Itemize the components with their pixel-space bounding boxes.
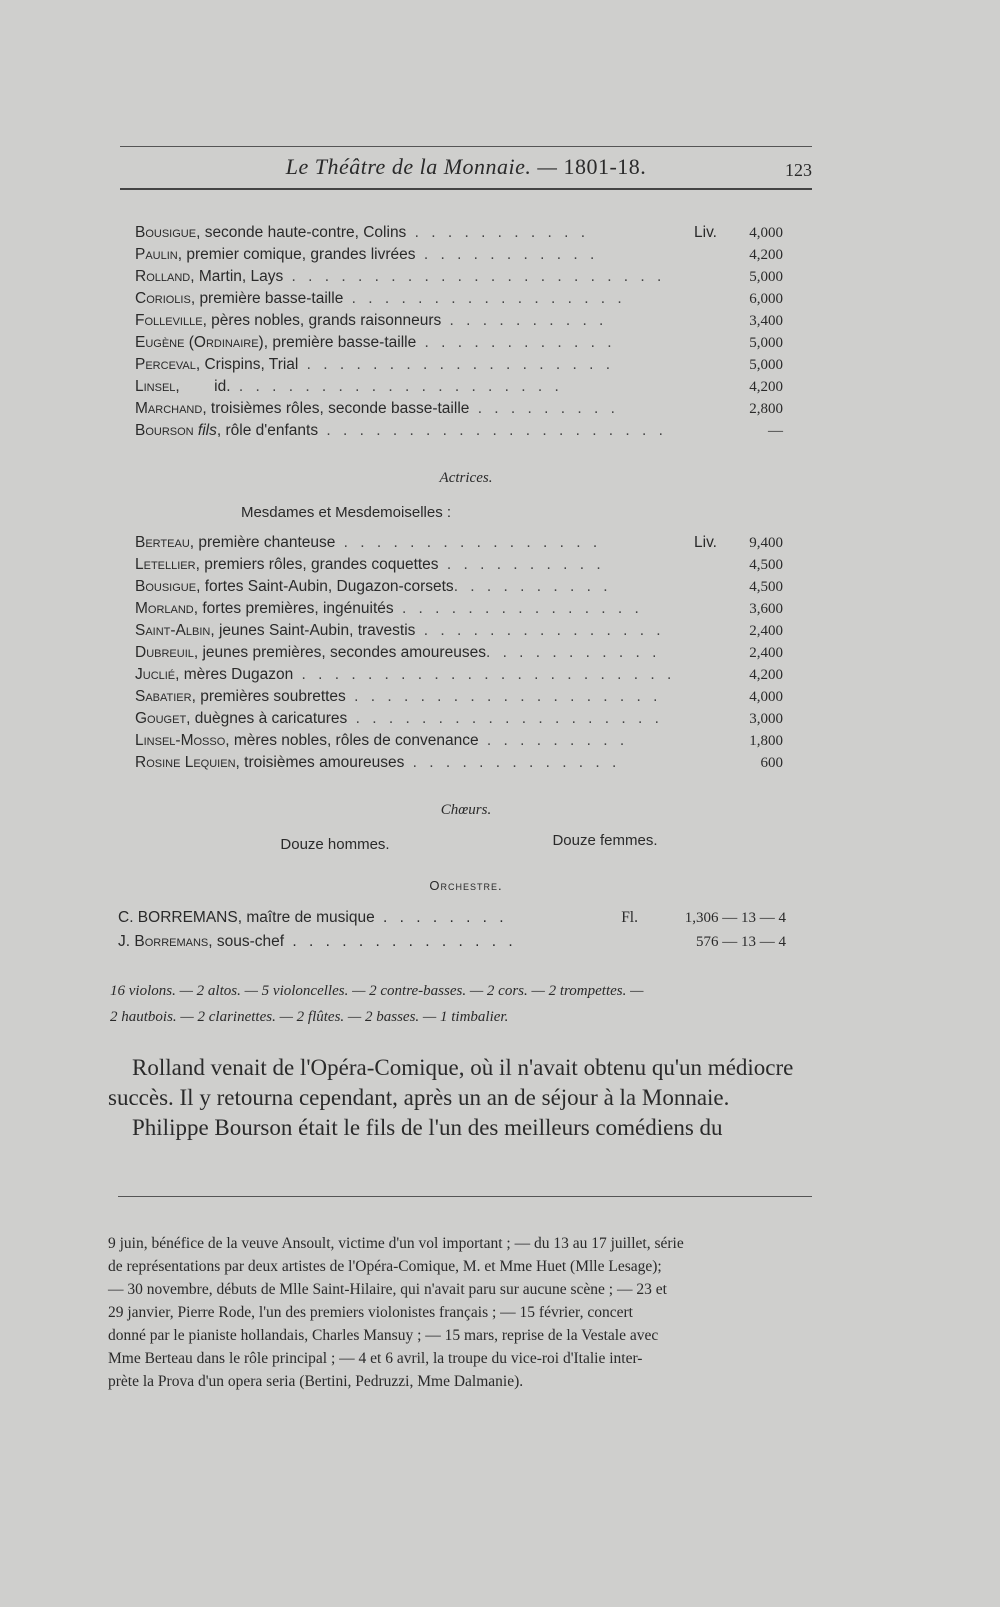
actor-name: Coriolis	[135, 290, 191, 307]
list-item	[135, 398, 805, 420]
footnote-rule	[118, 1196, 812, 1197]
list-item	[135, 554, 805, 576]
currency-unit: Liv.	[694, 534, 717, 551]
musician-role: , maître de musique	[237, 909, 375, 926]
musician-name: C. BORREMANS	[118, 909, 238, 926]
list-item	[135, 576, 805, 598]
actor-name: Bourson	[135, 422, 194, 439]
salary-amount: 4,200	[749, 667, 783, 683]
actress-name: Saint-Albin	[135, 622, 211, 639]
salary-amount: 4,500	[749, 579, 783, 595]
leader-dots: . . . . . . . . . . .	[415, 246, 599, 263]
list-item	[118, 930, 808, 954]
actress-name: Berteau	[135, 534, 190, 551]
musician-role: , sous-chef	[208, 933, 285, 950]
salary-amount: 1,800	[749, 733, 783, 749]
footnote-line: Mme Berteau dans le rôle principal ; — 4 et 6 avril, la troupe du vice-roi d'Italie inter-	[108, 1350, 643, 1367]
leader-dots: . . . . . . . . . . . . . . . . . . . . . . .	[283, 268, 666, 285]
salary-amount: 4,200	[749, 247, 783, 263]
list-item	[135, 266, 805, 288]
currency-unit: Fl.	[621, 909, 638, 926]
instruments-line: 16 violons. — 2 altos. — 5 violoncelles. — 2 contre-basses. — 2 cors. — 2 trompettes. —	[110, 983, 644, 999]
orchestre-list	[118, 906, 808, 954]
list-item	[135, 686, 805, 708]
actress-role: , fortes Saint-Aubin, Dugazon-corsets	[196, 578, 454, 595]
leader-dots: . . . . . . . . . .	[453, 578, 612, 595]
actress-name: Dubreuil	[135, 644, 194, 661]
leader-dots: . . . . . . . . . . . . . . . . . . . .	[230, 378, 563, 395]
list-item	[135, 310, 805, 332]
actress-role: , jeunes premières, secondes amoureuses	[193, 644, 486, 661]
salary-amount: 5,000	[749, 269, 783, 285]
actor-name: Bousigue	[135, 224, 197, 241]
actrices-intro: Mesdames et Mesdemoiselles :	[240, 504, 452, 521]
salary-amount: 3,000	[749, 711, 783, 727]
leader-dots: . . . . . . . . . . .	[406, 224, 590, 241]
choeurs-women: Douze femmes.	[552, 832, 658, 849]
actress-name: Linsel-Mosso	[135, 732, 226, 749]
actress-name: Rosine Lequien	[135, 754, 236, 771]
salary-amount: —	[768, 423, 783, 439]
musician-name: J. Borremans	[118, 933, 209, 950]
actress-name: Sabatier	[135, 688, 192, 705]
salary-amount: 4,000	[749, 689, 783, 705]
footnote-line: 29 janvier, Pierre Rode, l'un des premiers violonistes français ; — 15 février, concert	[108, 1304, 633, 1321]
body-text	[108, 1053, 820, 1143]
leader-dots: . . . . . . . . . . . . . . . . . . .	[347, 710, 663, 727]
salary-amount: 4,000	[749, 225, 783, 241]
running-title-text: Le Théâtre de la Monnaie. —	[285, 154, 564, 179]
actors-list	[135, 222, 805, 442]
list-item	[135, 354, 805, 376]
currency-unit: Liv.	[694, 224, 717, 241]
actor-role: , premier comique, grandes livrées	[177, 246, 416, 263]
footnote-line: prète la Prova d'un opera seria (Bertini, Pedruzzi, Mme Dalmanie).	[108, 1373, 524, 1390]
list-item	[118, 906, 808, 930]
leader-dots: . . . . . . . . .	[469, 400, 619, 417]
actor-name: Rolland	[135, 268, 191, 285]
leader-dots: . . . . . . . . . .	[438, 556, 605, 573]
actor-name-suffix: fils	[193, 422, 217, 439]
actrices-heading: Actrices.	[439, 470, 493, 486]
salary-amount: 2,400	[749, 623, 783, 639]
leader-dots: . . . . . . . . . . . .	[416, 334, 616, 351]
salary-amount: 4,500	[749, 557, 783, 573]
actress-name: Letellier	[135, 556, 196, 573]
header-bottom-rule	[120, 188, 812, 190]
actress-role: , mères nobles, rôles de convenance	[225, 732, 479, 749]
list-item	[135, 730, 805, 752]
leader-dots: . . . . . . . . . . . . . . . . . . . . . . .	[293, 666, 676, 683]
leader-dots: . . . . . . . . . . . . . . . . . . .	[298, 356, 615, 373]
actor-role: , pères nobles, grands raisonneurs	[202, 312, 442, 329]
actor-role: , Martin, Lays	[190, 268, 284, 285]
paragraph: Rolland venait de l'Opéra-Comique, où il n'avait obtenu qu'un médiocre succès. Il y retourna cependant, après un an de séjour à la Monnaie.	[108, 1055, 794, 1110]
footnote-line: de représentations par deux artistes de l'Opéra-Comique, M. et Mme Huet (Mlle Lesage);	[108, 1258, 662, 1275]
list-item	[135, 752, 805, 774]
list-item	[135, 420, 805, 442]
list-item	[135, 244, 805, 266]
actress-role: , mères Dugazon	[175, 666, 294, 683]
salary-amount: 5,000	[749, 357, 783, 373]
leader-dots: . . . . . . . .	[374, 909, 508, 926]
leader-dots: . . . . . . . . . . . . . . .	[415, 622, 665, 639]
running-title	[120, 154, 812, 180]
list-item	[135, 376, 805, 398]
header-top-rule	[120, 146, 812, 147]
leader-dots: . . . . . . . . . . . . . . .	[393, 600, 643, 617]
actresses-list	[135, 532, 805, 774]
actress-name: Juclié	[135, 666, 176, 683]
leader-dots: . . . . . . . . . . . . .	[404, 754, 621, 771]
actress-role: , fortes premières, ingénuités	[193, 600, 394, 617]
actress-role: , jeunes Saint-Aubin, travestis	[210, 622, 416, 639]
actor-name: Perceval	[135, 356, 196, 373]
list-item	[135, 222, 805, 244]
running-header	[120, 150, 812, 186]
page-number: 123	[785, 160, 812, 180]
leader-dots: . . . . . . . . .	[478, 732, 629, 749]
salary-amount: 6,000	[749, 291, 783, 307]
footnote-line: donné par le pianiste hollandais, Charles Mansuy ; — 15 mars, reprise de la Vestale avec	[108, 1327, 659, 1344]
footnote	[108, 1232, 813, 1393]
leader-dots: . . . . . . . . . . .	[485, 644, 661, 661]
salary-amount: 5,000	[749, 335, 783, 351]
actor-name: Linsel	[135, 378, 176, 395]
leader-dots: . . . . . . . . . . . . . . . .	[335, 534, 602, 551]
actress-role: , premiers rôles, grandes coquettes	[195, 556, 439, 573]
instruments-line: 2 hautbois. — 2 clarinettes. — 2 flûtes. — 2 basses. — 1 timbalier.	[110, 1009, 509, 1025]
actor-role: , première basse-taille	[263, 334, 417, 351]
list-item	[135, 664, 805, 686]
salary-figure: 576 — 13 — 4	[696, 934, 786, 950]
list-item	[135, 642, 805, 664]
salary-amount: 600	[760, 755, 783, 771]
choeurs-men: Douze hommes.	[280, 836, 390, 853]
choeurs-heading: Chœurs.	[440, 802, 492, 818]
actor-role: , rôle d'enfants	[216, 422, 319, 439]
actress-name: Gouget	[135, 710, 187, 727]
actor-role: , Crispins, Trial	[195, 356, 299, 373]
running-title-date: 1801-18.	[563, 154, 647, 179]
instruments	[110, 978, 810, 1030]
salary-amount: 3,600	[749, 601, 783, 617]
actor-name: Eugène (Ordinaire)	[135, 334, 264, 351]
salary-amount: 2,400	[749, 645, 783, 661]
actor-name: Marchand	[135, 400, 203, 417]
list-item	[135, 598, 805, 620]
leader-dots: . . . . . . . . . . . . . . . . . . .	[345, 688, 662, 705]
salary-amount: 4,200	[749, 379, 783, 395]
actress-role: , duègnes à caricatures	[186, 710, 348, 727]
actor-role: , id.	[175, 378, 231, 395]
leader-dots: . . . . . . . . . . . . . . . . .	[343, 290, 626, 307]
list-item	[135, 532, 805, 554]
actress-role: , première chanteuse	[189, 534, 336, 551]
actress-role: , premières soubrettes	[191, 688, 346, 705]
salary-figure: 1,306 — 13 — 4	[684, 910, 786, 926]
footnote-line: 9 juin, bénéfice de la veuve Ansoult, victime d'un vol important ; — du 13 au 17 juillet, série	[108, 1235, 684, 1252]
leader-dots: . . . . . . . . . .	[441, 312, 608, 329]
list-item	[135, 332, 805, 354]
salary-amount: 3,400	[749, 313, 783, 329]
list-item	[135, 620, 805, 642]
actress-name: Morland	[135, 600, 194, 617]
salary-amount: 9,400	[749, 535, 783, 551]
salary-amount: 2,800	[749, 401, 783, 417]
list-item	[135, 288, 805, 310]
footnote-line: — 30 novembre, débuts de Mlle Saint-Hilaire, qui n'avait paru sur aucune scène ; — 23 et	[108, 1281, 667, 1298]
actor-role: , seconde haute-contre, Colins	[196, 224, 407, 241]
actor-role: , troisièmes rôles, seconde basse-taille	[202, 400, 470, 417]
paragraph: Philippe Bourson était le fils de l'un des meilleurs comédiens du	[132, 1115, 723, 1140]
list-item	[135, 708, 805, 730]
actress-name: Bousigue	[135, 578, 197, 595]
actor-role: , première basse-taille	[190, 290, 344, 307]
leader-dots: . . . . . . . . . . . . . . . . . . . . .	[318, 422, 667, 439]
actress-role: , troisièmes amoureuses	[235, 754, 405, 771]
actor-name: Paulin	[135, 246, 178, 263]
leader-dots: . . . . . . . . . . . . . .	[284, 933, 517, 950]
actor-name: Folleville	[135, 312, 203, 329]
orchestre-heading: Orchestre.	[429, 878, 503, 893]
